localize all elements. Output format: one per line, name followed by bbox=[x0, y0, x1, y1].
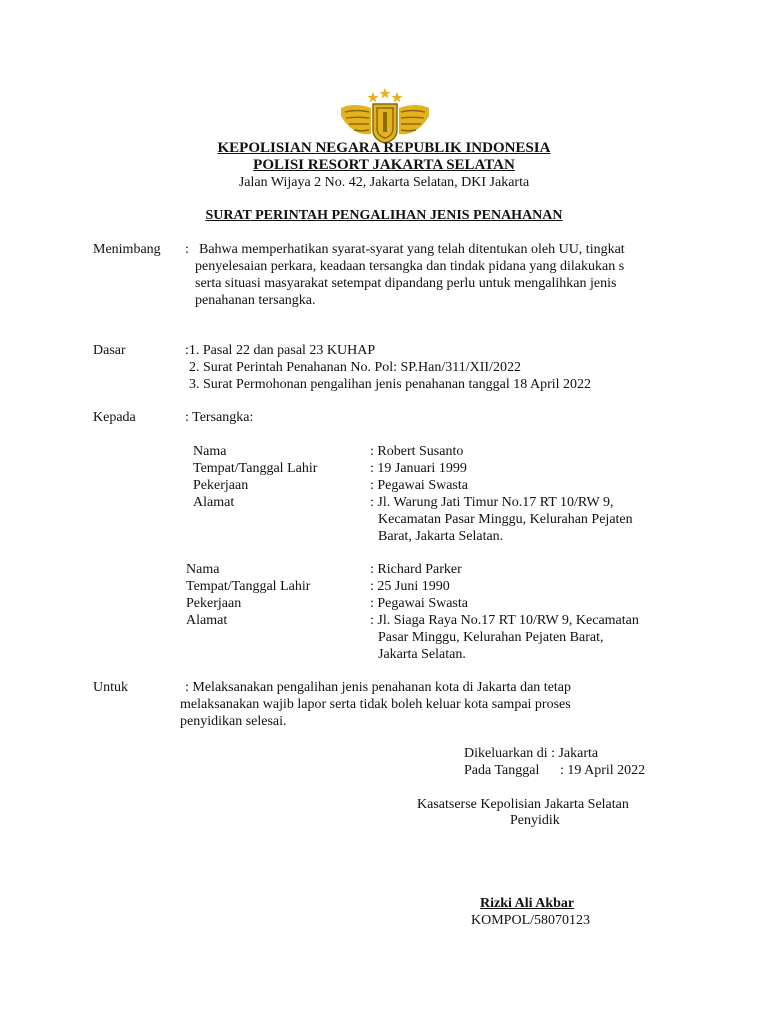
dasar-item: :1. Pasal 22 dan pasal 23 KUHAP bbox=[185, 343, 376, 358]
menimbang-line: Bahwa memperhatikan syarat-syarat yang telah ditentukan oleh UU, tingkat bbox=[199, 242, 625, 257]
issued-place: Dikeluarkan di : Jakarta bbox=[464, 746, 599, 761]
police-emblem-icon bbox=[335, 86, 435, 144]
suspect1-address-cont: Kecamatan Pasar Minggu, Kelurahan Pejaten bbox=[378, 512, 633, 527]
header-agency: KEPOLISIAN NEGARA REPUBLIK INDONESIA bbox=[217, 140, 551, 156]
untuk-line: melaksanakan wajib lapor serta tidak boleh keluar kota sampai proses bbox=[180, 697, 571, 712]
untuk-line: penyidikan selesai. bbox=[180, 714, 287, 729]
signatory-rank: KOMPOL/58070123 bbox=[471, 913, 591, 928]
menimbang-line: serta situasi masyarakat setempat dipandang perlu untuk mengalihkan jenis bbox=[195, 276, 617, 291]
suspect2-value: : Jl. Siaga Raya No.17 RT 10/RW 9, Kecamatan bbox=[370, 613, 639, 628]
header-address: Jalan Wijaya 2 No. 42, Jakarta Selatan, DKI Jakarta bbox=[238, 175, 530, 190]
suspect1-label: Nama bbox=[193, 444, 227, 459]
menimbang-label: Menimbang bbox=[93, 242, 161, 257]
suspect2-address-cont: Pasar Minggu, Kelurahan Pejaten Barat, bbox=[378, 630, 604, 645]
suspect1-label: Alamat bbox=[193, 495, 235, 510]
document-title: SURAT PERINTAH PENGALIHAN JENIS PENAHANAN bbox=[205, 208, 563, 223]
suspect1-label: Pekerjaan bbox=[193, 478, 249, 493]
kepada-value: : Tersangka: bbox=[185, 410, 254, 425]
suspect1-value: : Pegawai Swasta bbox=[370, 478, 468, 493]
dasar-item: 2. Surat Perintah Penahanan No. Pol: SP.Han/311/XII/2022 bbox=[189, 360, 521, 375]
menimbang-line: penyelesaian perkara, keadaan tersangka dan tindak pidana yang dilakukan s bbox=[195, 259, 625, 274]
menimbang-line: penahanan tersangka. bbox=[195, 293, 316, 308]
suspect2-label: Tempat/Tanggal Lahir bbox=[186, 579, 311, 594]
signatory-office: Kasatserse Kepolisian Jakarta Selatan bbox=[417, 797, 629, 812]
issued-date-label: Pada Tanggal bbox=[464, 763, 540, 778]
suspect1-value: : Jl. Warung Jati Timur No.17 RT 10/RW 9, bbox=[370, 495, 614, 510]
suspect2-label: Nama bbox=[186, 562, 220, 577]
menimbang-colon: : bbox=[185, 242, 189, 257]
suspect2-address-cont: Jakarta Selatan. bbox=[378, 647, 466, 662]
header-unit: POLISI RESORT JAKARTA SELATAN bbox=[253, 157, 515, 173]
signatory-name: Rizki Ali Akbar bbox=[480, 896, 575, 911]
suspect1-label: Tempat/Tanggal Lahir bbox=[193, 461, 318, 476]
dasar-item: 3. Surat Permohonan pengalihan jenis penahanan tanggal 18 April 2022 bbox=[189, 377, 592, 392]
suspect2-label: Pekerjaan bbox=[186, 596, 242, 611]
suspect1-address-cont: Barat, Jakarta Selatan. bbox=[378, 529, 504, 544]
kepada-label: Kepada bbox=[93, 410, 136, 425]
suspect2-value: : 25 Juni 1990 bbox=[370, 579, 450, 594]
suspect2-value: : Pegawai Swasta bbox=[370, 596, 468, 611]
suspect1-value: : 19 Januari 1999 bbox=[370, 461, 467, 476]
dasar-label: Dasar bbox=[93, 343, 126, 358]
untuk-label: Untuk bbox=[93, 680, 128, 695]
suspect2-value: : Richard Parker bbox=[370, 562, 462, 577]
suspect2-label: Alamat bbox=[186, 613, 228, 628]
suspect1-value: : Robert Susanto bbox=[370, 444, 464, 459]
issued-date-value: : 19 April 2022 bbox=[560, 763, 646, 778]
signatory-role: Penyidik bbox=[510, 813, 560, 828]
untuk-line: : Melaksanakan pengalihan jenis penahanan kota di Jakarta dan tetap bbox=[185, 680, 572, 695]
